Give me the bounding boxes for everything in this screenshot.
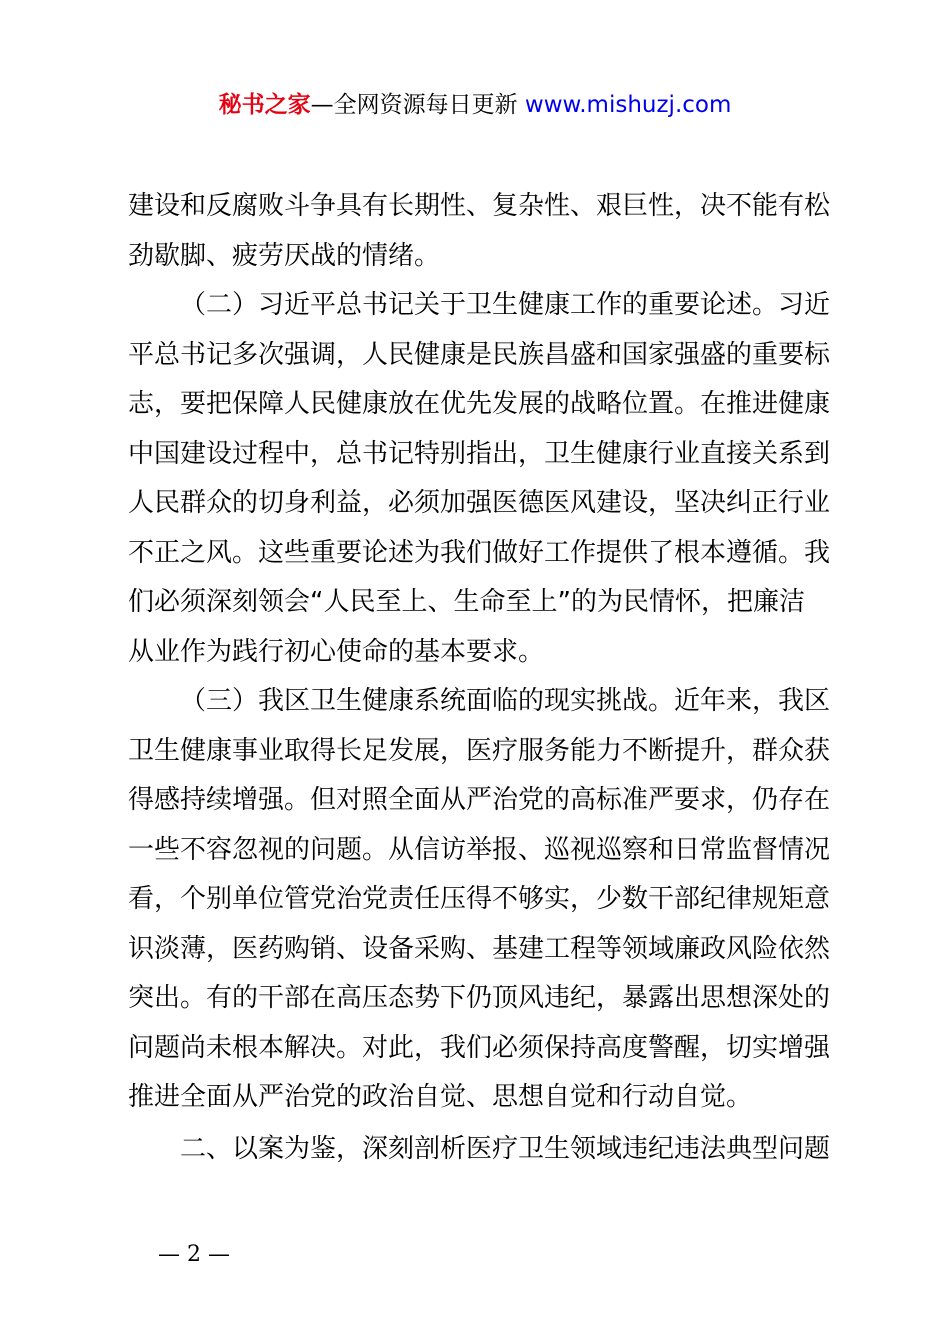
document-body [128, 182, 832, 1174]
text-line: 推进全面从严治党的政治自觉、思想自觉和行动自觉。 [128, 1082, 753, 1112]
text-line: 得感持续增强。但对照全面从严治党的高标准严要求，仍存在 [128, 785, 831, 815]
site-tagline: —全网资源每日更新 [310, 92, 518, 118]
text-line: 建设和反腐败斗争具有长期性、复杂性、艰巨性，决不能有松 [128, 191, 831, 221]
text-line: 们必须深刻领会“人民至上、生命至上”的为民情怀，把廉洁 [128, 587, 805, 617]
section-heading-3: （三）我区卫生健康系统面临的现实挑战。近年来，我区 [180, 686, 831, 716]
text-line: 识淡薄，医药购销、设备采购、基建工程等领域廉政风险依然 [128, 933, 831, 964]
section-heading-2: （二）习近平总书记关于卫生健康工作的重要论述。习近 [180, 290, 831, 320]
site-header [0, 88, 950, 122]
text-line: 平总书记多次强调，人民健康是民族昌盛和国家强盛的重要标 [128, 339, 831, 370]
site-url-link[interactable]: www.mishuzj.com [524, 92, 732, 118]
chapter-heading: 二、以案为鉴，深刻剖析医疗卫生领域违纪违法典型问题 [180, 1133, 831, 1164]
text-line: 人民群众的切身利益，必须加强医德医风建设，坚决纠正行业 [128, 488, 831, 518]
text-line: 劲歇脚、疲劳厌战的情绪。 [128, 240, 441, 271]
text-line: 一些不容忽视的问题。从信访举报、巡视巡察和日常监督情况 [128, 834, 831, 865]
text-line: 志，要把保障人民健康放在优先发展的战略位置。在推进健康 [128, 389, 831, 419]
text-line: 卫生健康事业取得长足发展，医疗服务能力不断提升，群众获 [128, 735, 831, 766]
text-line: 从业作为践行初心使命的基本要求。 [128, 636, 545, 667]
site-brand: 秘书之家 [218, 92, 311, 118]
text-line: 中国建设过程中，总书记特别指出，卫生健康行业直接关系到 [128, 438, 831, 469]
text-line: 问题尚未根本解决。对此，我们必须保持高度警醒，切实增强 [128, 1032, 831, 1063]
text-line: 看，个别单位管党治党责任压得不够实，少数干部纪律规矩意 [128, 884, 831, 914]
page-number: — 2 — [158, 1242, 230, 1267]
text-line: 不正之风。这些重要论述为我们做好工作提供了根本遵循。我 [128, 537, 831, 568]
text-line: 突出。有的干部在高压态势下仍顶风违纪，暴露出思想深处的 [128, 983, 831, 1013]
